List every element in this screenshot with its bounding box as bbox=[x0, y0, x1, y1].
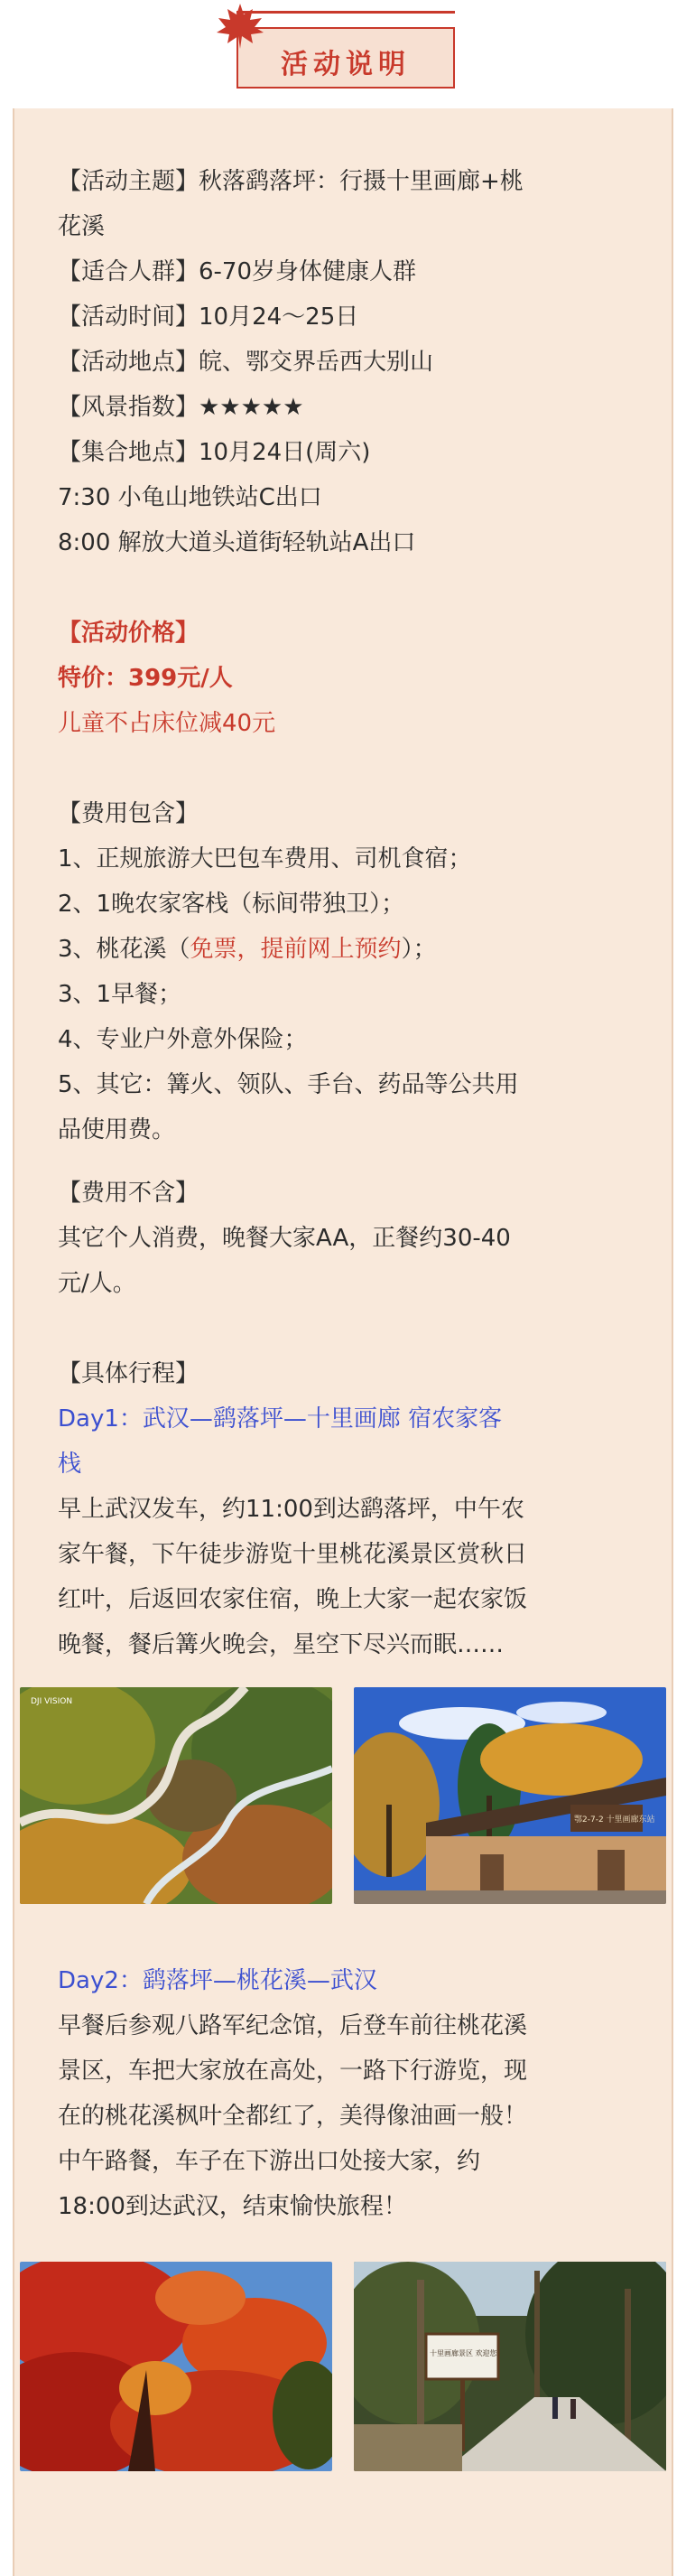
day2-title: Day2：鹞落坪—桃花溪—武汉 bbox=[58, 1967, 377, 1994]
excludes-line-2: 元/人。 bbox=[58, 1270, 136, 1297]
includes-item-3 bbox=[58, 927, 644, 972]
day2-photo-trail bbox=[354, 2262, 666, 2471]
price-special: 特价：399元/人 bbox=[58, 665, 233, 692]
day1-photo-aerial bbox=[20, 1687, 332, 1904]
meet-line-1: 7:30 小龟山地铁站C出口 bbox=[58, 484, 322, 511]
excludes-heading: 【费用不含】 bbox=[58, 1180, 199, 1207]
theme-line-cont: 花溪 bbox=[58, 213, 106, 240]
meet-line: 【集合地点】10月24日(周六) bbox=[58, 439, 371, 466]
day1-title: Day1：武汉—鹞落坪—十里画廊 宿农家客 bbox=[58, 1405, 503, 1433]
page-title: 活动说明 bbox=[281, 49, 411, 80]
place-line: 【活动地点】皖、鄂交界岳西大别山 bbox=[58, 349, 434, 376]
photo-watermark: DJI VISION bbox=[31, 1697, 73, 1706]
title-box bbox=[236, 27, 455, 89]
itinerary-heading: 【具体行程】 bbox=[58, 1360, 199, 1387]
includes-heading: 【费用包含】 bbox=[58, 800, 199, 827]
day2-line-1: 早餐后参观八路军纪念馆，后登车前往桃花溪 bbox=[58, 2012, 528, 2039]
includes-item-6: 5、其它：篝火、领队、手台、药品等公共用 bbox=[58, 1071, 519, 1098]
price-child: 儿童不占床位减40元 bbox=[58, 710, 276, 737]
day1-title-cont: 栈 bbox=[58, 1451, 82, 1478]
excludes-line-1: 其它个人消费，晚餐大家AA，正餐约30-40 bbox=[58, 1225, 511, 1252]
day2-line-3: 在的桃花溪枫叶全都红了，美得像油画一般！ bbox=[58, 2103, 528, 2130]
header bbox=[0, 0, 686, 108]
crowd-line: 【适合人群】6-70岁身体健康人群 bbox=[58, 258, 417, 285]
memorial-building-image bbox=[354, 1687, 666, 1904]
red-maple-image bbox=[20, 2262, 332, 2471]
maple-leaf-icon bbox=[213, 0, 267, 51]
day1-line-1: 早上武汉发车，约11:00到达鹞落坪，中午农 bbox=[58, 1496, 524, 1523]
memorial-sign-text: 鄂2-7-2 十里画廊东站 bbox=[574, 1815, 655, 1825]
includes-item-6-cont: 品使用费。 bbox=[58, 1116, 176, 1143]
includes-item-3-end: ）； bbox=[401, 936, 437, 963]
scenery-line: 【风景指数】★★★★★ bbox=[58, 394, 304, 421]
theme-line: 【活动主题】秋落鹞落坪：行摄十里画廊+桃 bbox=[58, 168, 524, 195]
price-heading: 【活动价格】 bbox=[58, 620, 199, 647]
trail-forest-image bbox=[354, 2262, 666, 2471]
includes-item-3-start: 3、桃花溪（ bbox=[58, 936, 190, 963]
day1-photo-memorial bbox=[354, 1687, 666, 1904]
activity-panel bbox=[13, 108, 673, 2576]
day2-line-4: 中午路餐，车子在下游出口处接大家，约 bbox=[58, 2148, 481, 2175]
day1-line-2: 家午餐，下午徒步游览十里桃花溪景区赏秋日 bbox=[58, 1541, 528, 1568]
trail-sign-text: 十里画廊景区 欢迎您 bbox=[430, 2349, 497, 2357]
day2-line-5: 18:00到达武汉，结束愉快旅程！ bbox=[58, 2193, 407, 2220]
day2-line-2: 景区，车把大家放在高处，一路下行游览，现 bbox=[58, 2058, 528, 2085]
includes-item-5: 4、专业户外意外保险； bbox=[58, 1026, 308, 1053]
aerial-valley-image bbox=[20, 1687, 332, 1904]
day1-line-4: 晚餐，餐后篝火晚会，星空下尽兴而眠…… bbox=[58, 1631, 505, 1658]
day1-line-3: 红叶，后返回农家住宿，晚上大家一起农家饭 bbox=[58, 1586, 528, 1613]
day2-photo-red-maples bbox=[20, 2262, 332, 2471]
includes-item-1: 1、正规旅游大巴包车费用、司机食宿； bbox=[58, 845, 472, 873]
includes-item-2: 2、1晚农家客栈（标间带独卫）； bbox=[58, 891, 405, 918]
time-line: 【活动时间】10月24～25日 bbox=[58, 303, 359, 331]
title-top-line bbox=[236, 11, 455, 14]
includes-item-4: 3、1早餐； bbox=[58, 981, 182, 1008]
meet-line-2: 8:00 解放大道头道街轻轨站A出口 bbox=[58, 529, 416, 556]
includes-item-3-highlight: 免票，提前网上预约 bbox=[190, 936, 402, 963]
